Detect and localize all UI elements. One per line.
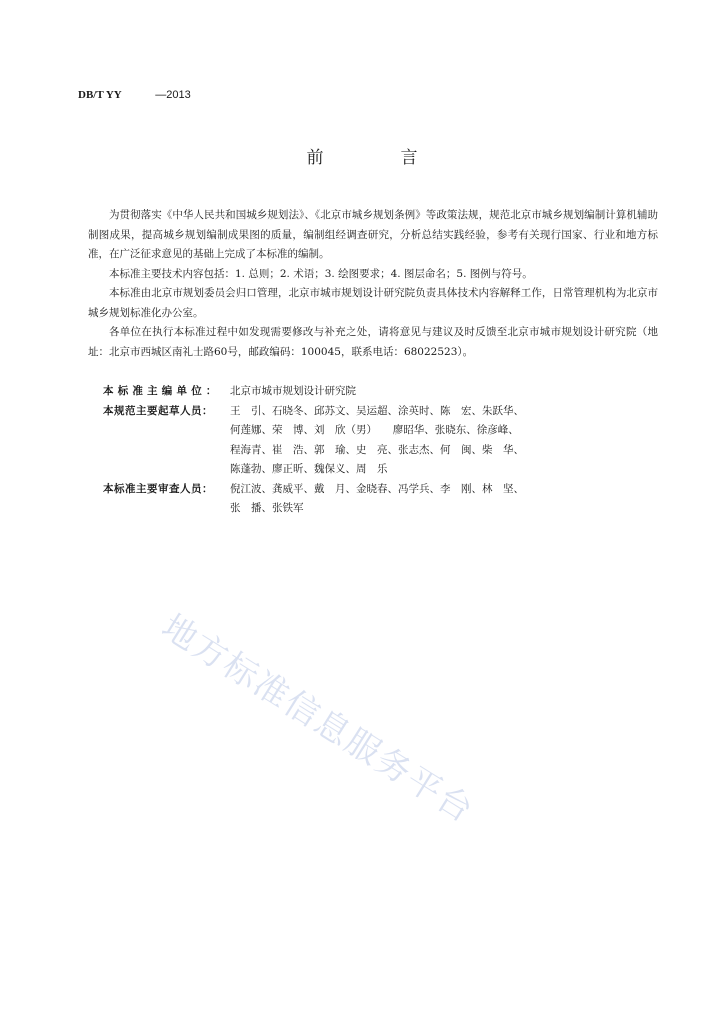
editor-row <box>103 382 610 402</box>
watermark: 地方标准信息服务平台 <box>154 606 482 832</box>
drafters-row <box>103 402 610 480</box>
drafters-line: 何莲娜、荣 博、刘 欣（男） 廖昭华、张晓东、徐彦峰、 <box>230 424 519 436</box>
reviewers-label: 本标准主要审查人员： <box>103 482 213 495</box>
editor-name: 北京市城市规划设计研究院 <box>230 385 356 397</box>
drafters-line: 程海青、崔 浩、郭 瑜、史 亮、张志杰、何 闽、柴 华、 <box>230 443 524 456</box>
paragraph: 为贯彻落实《中华人民共和国城乡规划法》、《北京市城乡规划条例》等政策法规，规范北京市城乡规划编制计算机辅助制图成果，提高城乡规划编制成果图的质量，编制组经调查研究，分析总结实践经验，参考有关现行国家、行业和地方标准，在广泛征求意见的基础上完成了本标准的编制。 <box>88 209 658 260</box>
drafters-line: 陈蓬勃、廖正昕、魏保义、周 乐 <box>230 463 388 475</box>
paragraph: 本标准由北京市规划委员会归口管理，北京市城市规划设计研究院负责具体技术内容解释工作，日常管理机构为北京市城乡规划标准化办公室。 <box>88 287 658 319</box>
drafters-list <box>230 402 610 480</box>
editor-label: 本标准主编单位： <box>103 385 221 397</box>
reviewers-row <box>103 480 610 519</box>
reviewers-list <box>230 480 610 519</box>
drafters-line: 王 引、石晓冬、邱苏文、吴运超、涂英时、陈 宏、朱跃华、 <box>230 404 524 417</box>
drafters-label: 本规范主要起草人员： <box>103 404 213 417</box>
reviewers-line: 倪江波、龚威平、戴 月、金晓春、冯学兵、李 刚、林 坚、 <box>230 482 524 495</box>
paragraph: 本标准主要技术内容包括：1. 总则；2. 术语；3. 绘图要求；4. 图层命名；5. 图例与符号。 <box>109 267 533 280</box>
standard-year: —2013 <box>155 89 191 101</box>
standard-code: DB/T YY <box>78 89 122 101</box>
paragraph: 各单位在执行本标准过程中如发现需要修改与补充之处，请将意见与建议及时反馈至北京市城市规划设计研究院（地址：北京市西城区南礼士路60号，邮政编码：100045，联系电话：68022523）。 <box>88 326 658 358</box>
credits-section <box>103 382 610 519</box>
page-title: 前 言 <box>306 148 448 168</box>
preface-body <box>88 206 658 362</box>
document-header <box>78 88 191 101</box>
reviewers-line: 张 播、张铁军 <box>230 502 304 514</box>
